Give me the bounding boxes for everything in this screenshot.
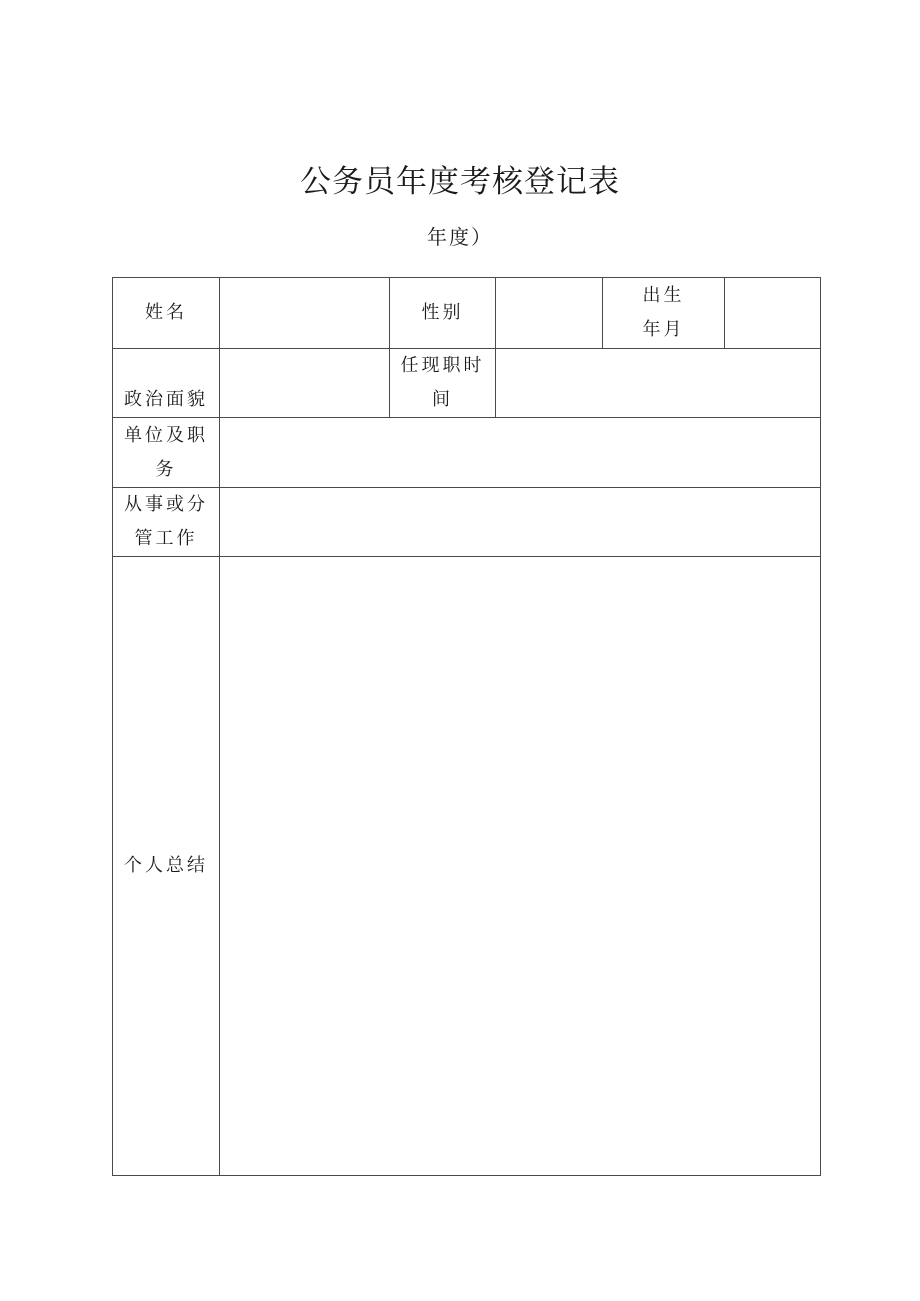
summary-label: 个人总结: [124, 855, 208, 876]
work-label-line2: 管工作: [134, 528, 198, 549]
name-label: 姓名: [145, 302, 187, 323]
name-label-cell: [113, 278, 220, 349]
unit-label-line1: 单位及职: [124, 424, 208, 446]
birth-label-line1: 出生: [642, 285, 685, 306]
unit-label-cell: [113, 418, 220, 488]
birth-label-cell: [603, 278, 725, 349]
gender-field[interactable]: [496, 278, 603, 349]
birth-label-line2: 年月: [642, 319, 685, 340]
registration-table: [112, 277, 821, 1176]
table-row: [113, 488, 821, 557]
gender-label: 性别: [421, 302, 464, 323]
work-label-cell: [113, 488, 220, 557]
political-label-cell: [113, 349, 220, 418]
tenure-label-cell: [390, 349, 496, 418]
tenure-label-line2: 间: [432, 389, 453, 410]
gender-label-cell: [390, 278, 496, 349]
unit-label-line2: 务: [155, 458, 177, 480]
name-field[interactable]: [220, 278, 390, 349]
table-row: [113, 278, 821, 349]
work-label-line1: 从事或分: [124, 494, 208, 515]
political-label: 政治面貌: [124, 389, 208, 410]
page-title: 公务员年度考核登记表: [300, 164, 620, 200]
work-field[interactable]: [220, 488, 821, 557]
tenure-label-line1: 任现职时: [400, 355, 485, 376]
tenure-field[interactable]: [496, 349, 821, 418]
summary-field[interactable]: [220, 557, 821, 1176]
political-field[interactable]: [220, 349, 390, 418]
table-row: [113, 557, 821, 1176]
table-row: [113, 418, 821, 488]
summary-label-cell: [113, 557, 220, 1176]
year-subtitle: 年度）: [427, 225, 493, 249]
birth-field[interactable]: [725, 278, 821, 349]
unit-field[interactable]: [220, 418, 821, 488]
table-row: [113, 349, 821, 418]
assessment-form: [112, 277, 820, 1175]
